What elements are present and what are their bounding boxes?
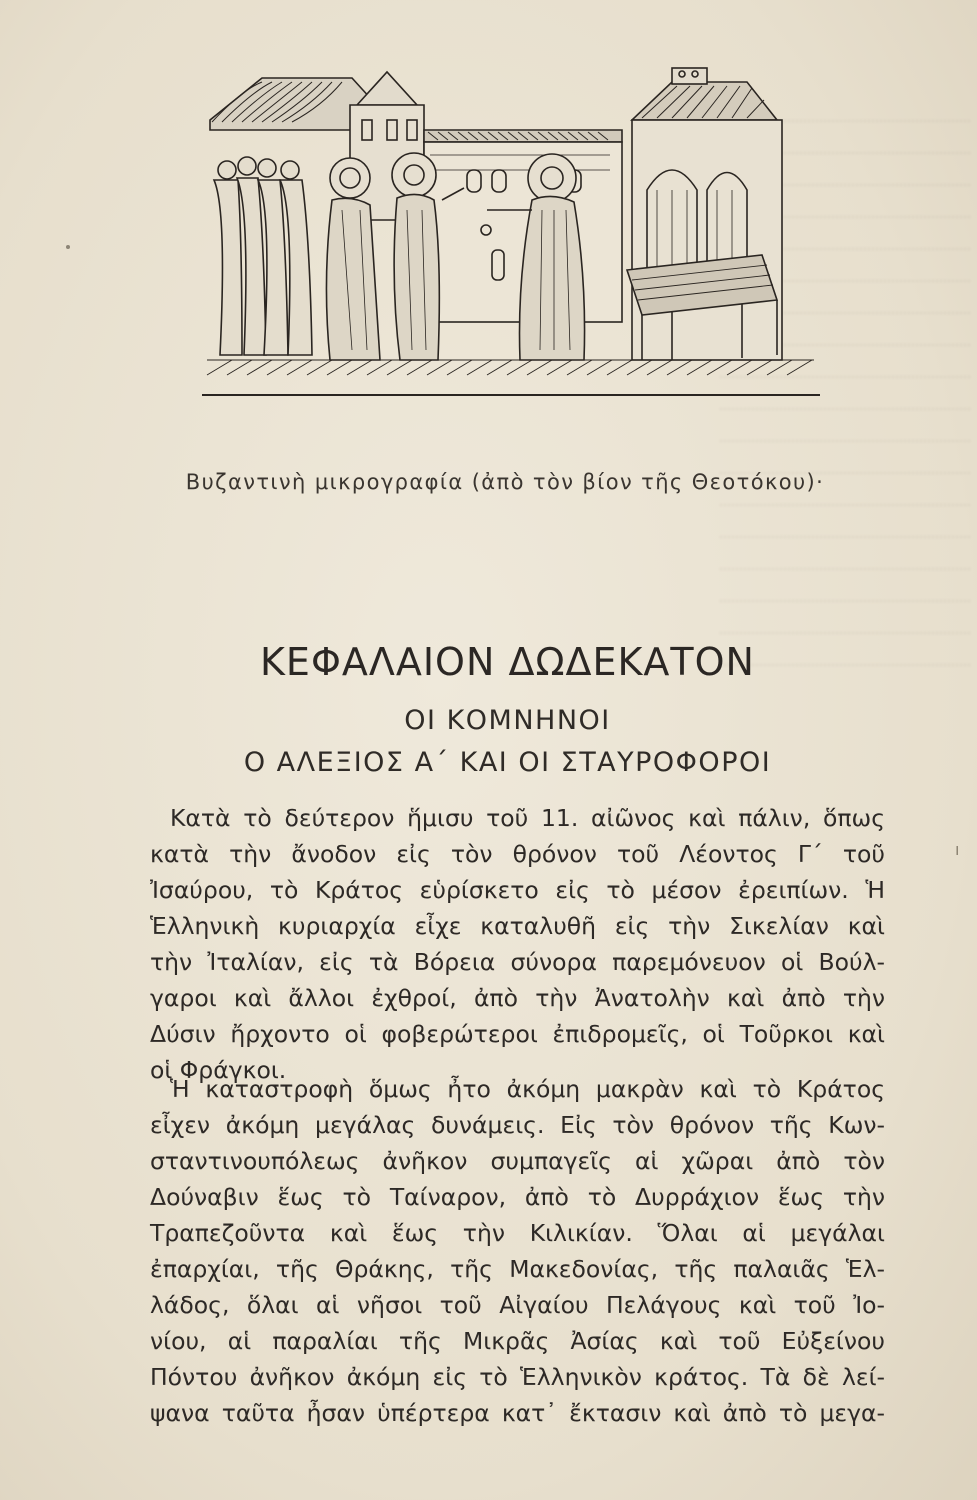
text-line: Ἑλληνικὴ κυριαρχία εἶχε καταλυθῆ εἰς τὴν Σικελίαν καὶ [150, 912, 885, 940]
text-line: σταντινουπόλεως ἀνῆκον συμπαγεῖς αἱ χῶραι ἀπὸ τὸν [150, 1147, 885, 1175]
paragraph-2 [150, 1071, 885, 1431]
text-line: κατὰ τὴν ἄνοδον εἰς τὸν θρόνον τοῦ Λέοντος Γ΄ τοῦ [150, 840, 885, 868]
text-line: Τραπεζοῦντα καὶ ἕως τὴν Κιλικίαν. Ὅλαι αἱ μεγάλαι [150, 1219, 885, 1247]
chapter-subtitle-1: ΟΙ ΚΟΜΝΗΝΟΙ [404, 705, 611, 736]
chapter-title: ΚΕΦΑΛΑΙΟΝ ΔΩΔΕΚΑΤΟΝ [260, 640, 755, 684]
text-line: Ἡ καταστροφὴ ὅμως ἦτο ἀκόμη μακρὰν καὶ τὸ Κράτος [170, 1075, 885, 1103]
text-line: νίου, αἱ παραλίαι τῆς Μικρᾶς Ἀσίας καὶ τοῦ Εὐξείνου [150, 1327, 885, 1355]
text-line: τὴν Ἰταλίαν, εἰς τὰ Βόρεια σύνορα παρεμόνευον οἱ Βούλ- [150, 948, 885, 976]
text-line: εἶχεν ἀκόμη μεγάλας δυνάμεις. Εἰς τὸν θρόνον τῆς Κων- [150, 1111, 885, 1139]
text-line: Πόντου ἀνῆκον ἀκόμη εἰς τὸ Ἑλληνικὸν κράτος. Τὰ δὲ λεί- [150, 1363, 885, 1391]
text-line: ἐπαρχίαι, τῆς Θράκης, τῆς Μακεδονίας, τῆς παλαιᾶς Ἑλ- [150, 1255, 885, 1283]
page-speck [66, 245, 70, 249]
text-line: γαροι καὶ ἄλλοι ἐχθροί, ἀπὸ τὴν Ἀνατολὴν καὶ ἀπὸ τὴν [150, 984, 885, 1012]
text-line: Κατὰ τὸ δεύτερον ἥμισυ τοῦ 11. αἰῶνος καὶ πάλιν, ὅπως [170, 804, 885, 832]
figure-caption: Βυζαντινὴ μικρογραφία (ἀπὸ τὸν βίον τῆς Θεοτόκου)· [185, 470, 825, 494]
text-line: Δούναβιν ἕως τὸ Ταίναρον, ἀπὸ τὸ Δυρράχιον ἕως τὴν [150, 1183, 885, 1211]
byzantine-miniature-illustration [202, 60, 820, 405]
text-line: οἱ Φράγκοι. [150, 1056, 287, 1084]
chapter-subtitle-2: Ο ΑΛΕΞΙΟΣ Α΄ ΚΑΙ ΟΙ ΣΤΑΥΡΟΦΟΡΟΙ [243, 747, 772, 778]
text-line: Ἰσαύρου, τὸ Κράτος εὑρίσκετο εἰς τὸ μέσον ἐρειπίων. Ἡ [150, 876, 885, 904]
margin-mark: ı [955, 840, 960, 859]
text-line: Δύσιν ἤρχοντο οἱ φοβερώτεροι ἐπιδρομεῖς, οἱ Τοῦρκοι καὶ [150, 1020, 885, 1048]
text-line: λάδος, ὅλαι αἱ νῆσοι τοῦ Αἰγαίου Πελάγους καὶ τοῦ Ἰο- [150, 1291, 885, 1319]
paragraph-1 [150, 800, 885, 1088]
text-line: ψανα ταῦτα ἦσαν ὑπέρτερα κατ᾿ ἔκτασιν καὶ ἀπὸ τὸ μεγα- [150, 1399, 885, 1427]
